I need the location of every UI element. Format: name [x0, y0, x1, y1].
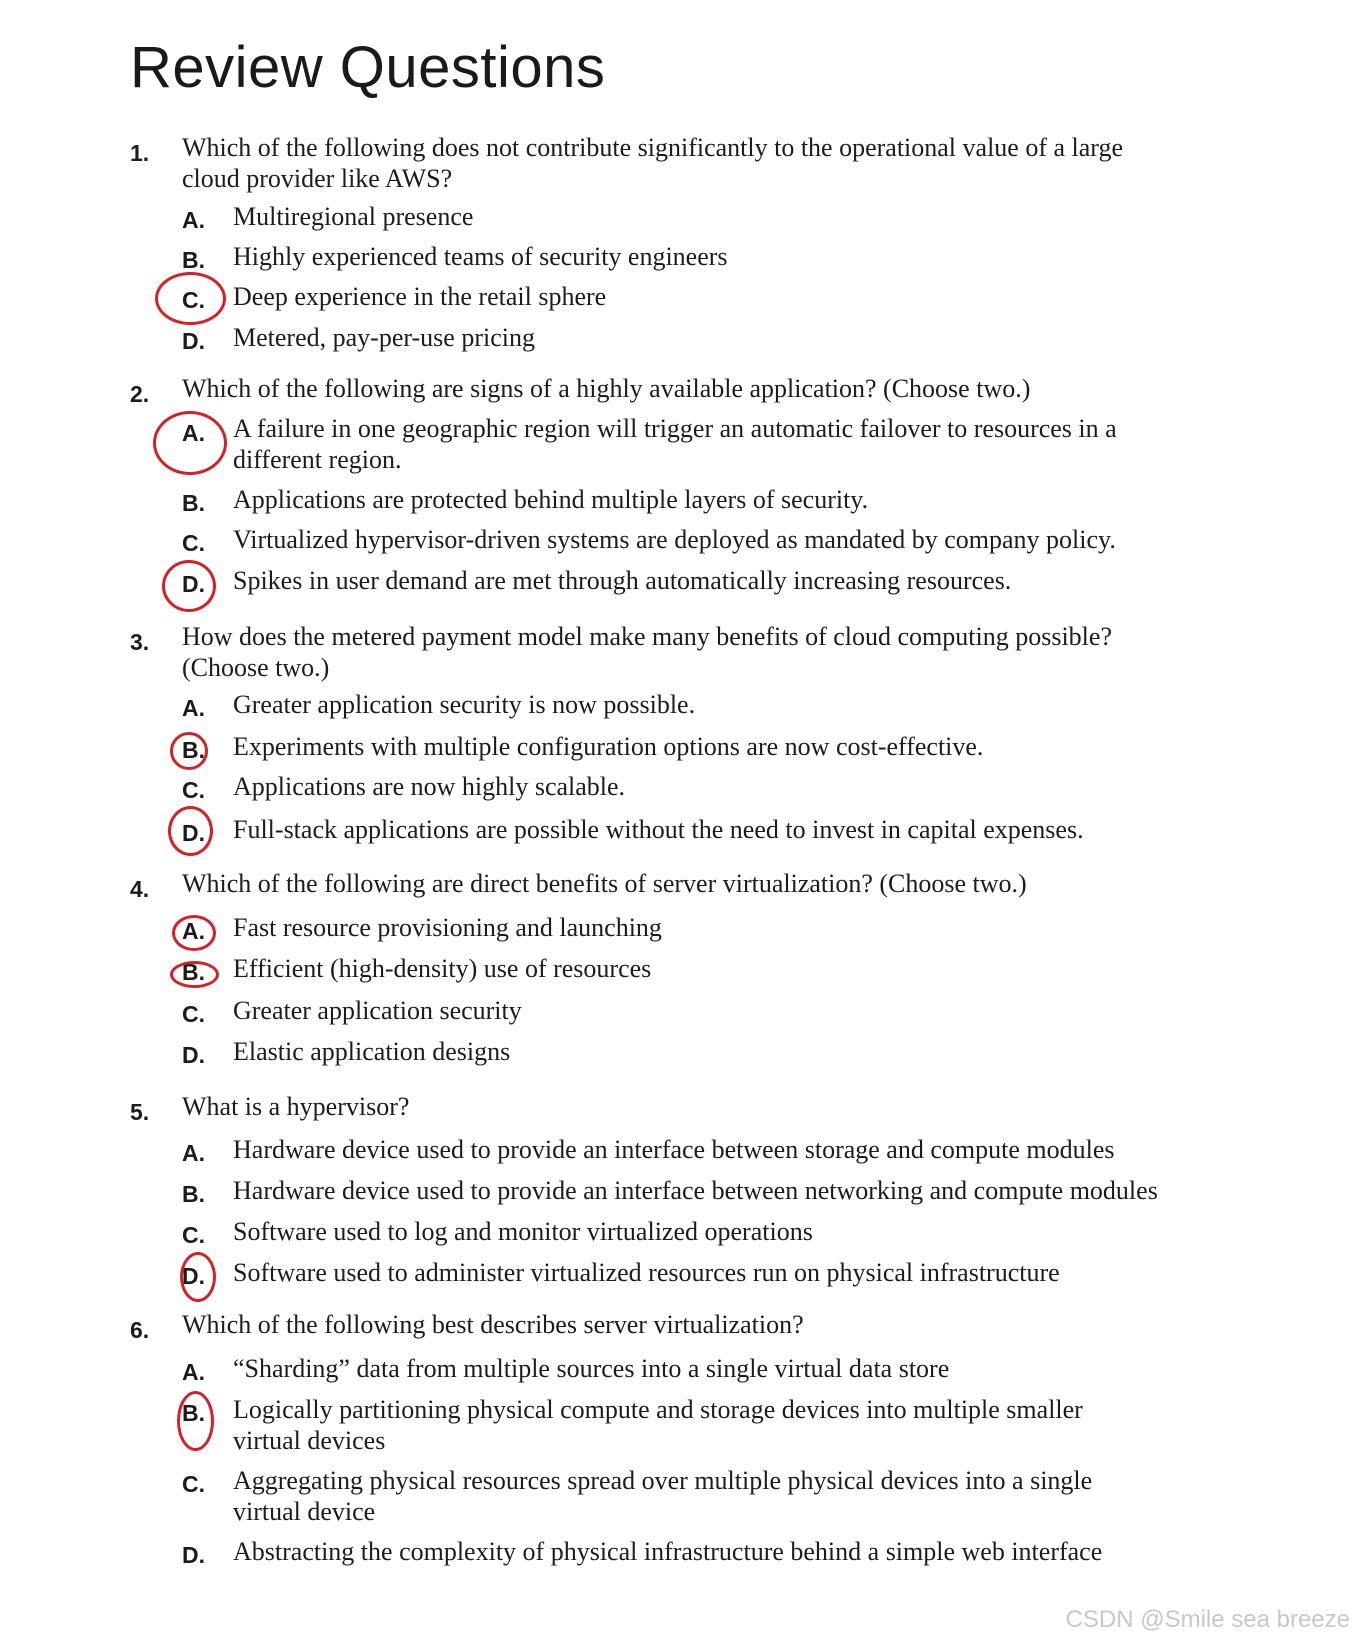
question-text: What is a hypervisor? — [182, 1092, 410, 1121]
option-letter: C. — [182, 1471, 205, 1497]
page-title: Review Questions — [130, 35, 606, 100]
question-number: 4. — [130, 876, 150, 902]
option-text: “Sharding” data from multiple sources into a single virtual data store — [233, 1354, 950, 1383]
option-letter: C. — [182, 530, 205, 556]
option-letter: B. — [182, 247, 205, 273]
option-text: A failure in one geographic region will trigger an automatic failover to resources in a different region. — [233, 414, 1117, 474]
question-number: 5. — [130, 1099, 150, 1125]
question-text: Which of the following best describes server virtualization? — [182, 1310, 804, 1339]
option-letter: C. — [182, 1222, 205, 1248]
answer-mark — [170, 732, 208, 770]
option-text: Logically partitioning physical compute and storage devices into multiple smaller virtual devices — [233, 1395, 1083, 1455]
option-text: Greater application security is now possible. — [233, 690, 696, 719]
option-letter: A. — [182, 695, 205, 721]
answer-mark — [180, 1252, 216, 1302]
question-text: How does the metered payment model make many benefits of cloud computing possible? (Choose two.) — [182, 622, 1112, 682]
option-letter: A. — [182, 207, 205, 233]
option-letter: C. — [182, 777, 205, 803]
option-text: Applications are protected behind multiple layers of security. — [233, 485, 869, 514]
option-letter: B. — [182, 490, 205, 516]
option-text: Elastic application designs — [233, 1037, 511, 1066]
answer-mark — [155, 272, 226, 325]
option-letter: D. — [182, 1263, 205, 1289]
option-letter: A. — [182, 420, 205, 446]
question-text: Which of the following are direct benefits of server virtualization? (Choose two.) — [182, 869, 1027, 898]
option-letter: C. — [182, 1001, 205, 1027]
option-text: Fast resource provisioning and launching — [233, 913, 662, 942]
question-number: 3. — [130, 629, 150, 655]
question-number: 2. — [130, 381, 150, 407]
option-text: Efficient (high-density) use of resources — [233, 954, 652, 983]
option-text: Abstracting the complexity of physical infrastructure behind a simple web interface — [233, 1537, 1103, 1566]
option-text: Full-stack applications are possible without the need to invest in capital expenses. — [233, 815, 1084, 844]
option-letter: D. — [182, 328, 205, 354]
option-text: Deep experience in the retail sphere — [233, 282, 607, 311]
option-letter: A. — [182, 1140, 205, 1166]
option-text: Highly experienced teams of security engineers — [233, 242, 728, 271]
option-text: Aggregating physical resources spread over multiple physical devices into a single virtual device — [233, 1466, 1093, 1526]
answer-mark — [168, 806, 213, 856]
answer-mark — [153, 411, 227, 475]
answer-mark — [172, 915, 216, 951]
option-text: Applications are now highly scalable. — [233, 772, 626, 801]
option-letter: C. — [182, 287, 205, 313]
option-text: Hardware device used to provide an interface between storage and compute modules — [233, 1135, 1115, 1164]
option-text: Software used to log and monitor virtualized operations — [233, 1217, 813, 1246]
option-text: Multiregional presence — [233, 202, 474, 231]
option-text: Metered, pay-per-use pricing — [233, 323, 535, 352]
option-letter: A. — [182, 918, 205, 944]
question-text: Which of the following does not contribute significantly to the operational value of a large cloud provider like AWS? — [182, 133, 1124, 193]
option-text: Spikes in user demand are met through automatically increasing resources. — [233, 566, 1012, 595]
option-letter: D. — [182, 1042, 205, 1068]
question-text: Which of the following are signs of a highly available application? (Choose two.) — [182, 374, 1031, 403]
option-text: Greater application security — [233, 996, 522, 1025]
question-number: 1. — [130, 140, 150, 166]
answer-mark — [162, 560, 216, 612]
option-letter: B. — [182, 959, 205, 985]
option-text: Hardware device used to provide an interface between networking and compute modules — [233, 1176, 1158, 1205]
answer-mark — [170, 961, 219, 988]
option-letter: D. — [182, 571, 205, 597]
option-letter: B. — [182, 1400, 205, 1426]
option-letter: D. — [182, 1542, 205, 1568]
option-text: Software used to administer virtualized resources run on physical infrastructure — [233, 1258, 1060, 1287]
option-letter: A. — [182, 1359, 205, 1385]
answer-mark — [177, 1391, 214, 1451]
option-letter: B. — [182, 1181, 205, 1207]
watermark: CSDN @Smile sea breeze — [1065, 1606, 1350, 1633]
option-letter: B. — [182, 737, 205, 763]
option-text: Virtualized hypervisor-driven systems are deployed as mandated by company policy. — [233, 525, 1116, 554]
option-letter: D. — [182, 820, 205, 846]
option-text: Experiments with multiple configuration options are now cost-effective. — [233, 732, 984, 761]
question-number: 6. — [130, 1317, 150, 1343]
